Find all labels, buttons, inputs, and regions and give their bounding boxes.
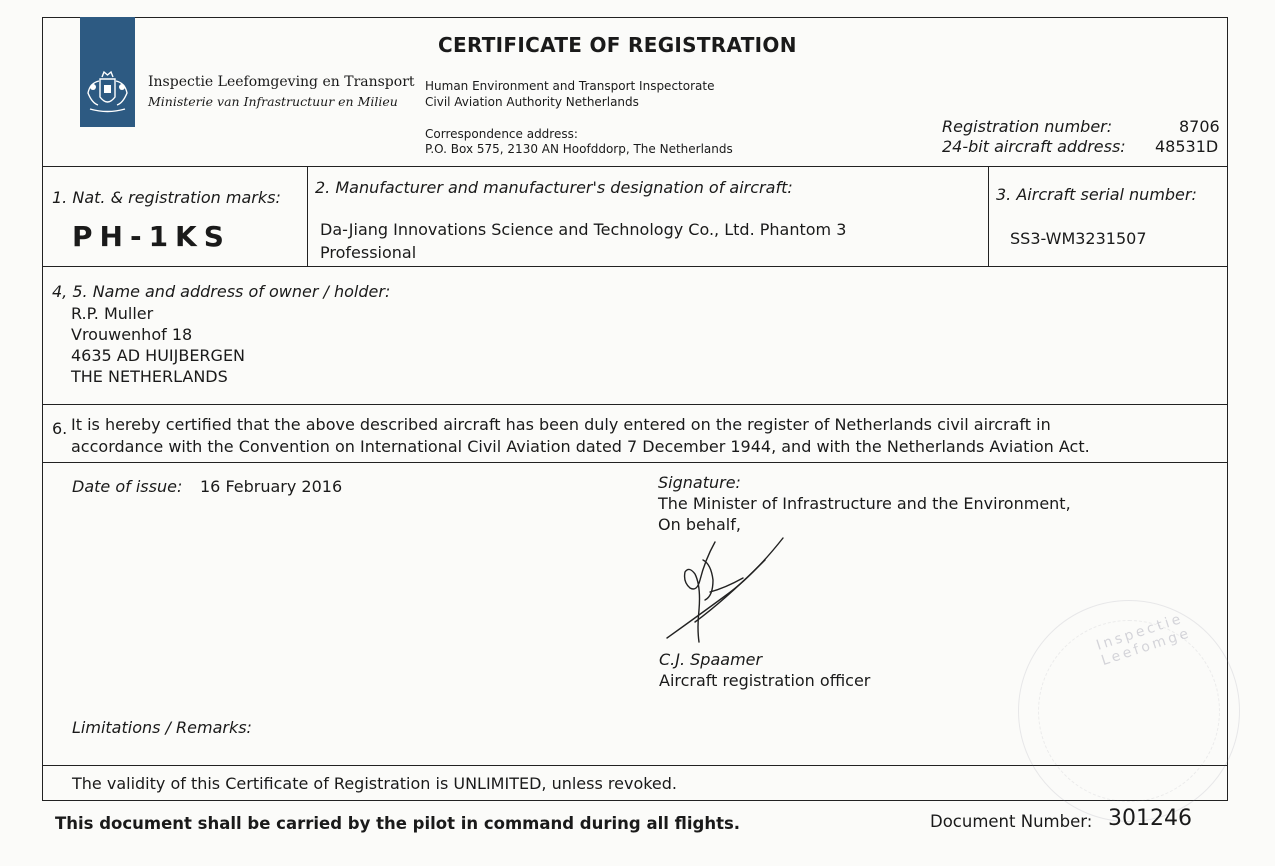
owner-line: THE NETHERLANDS xyxy=(71,367,228,386)
correspondence-label: Correspondence address: xyxy=(425,127,578,141)
divider-col1 xyxy=(307,166,308,266)
manufacturer-line1: Da-Jiang Innovations Science and Technology Co., Ltd. Phantom 3 xyxy=(320,220,847,239)
aircraft-address: 48531D xyxy=(1155,137,1219,156)
authority-line1: Human Environment and Transport Inspectorate xyxy=(425,79,715,93)
page-title: CERTIFICATE OF REGISTRATION xyxy=(438,33,797,57)
handwritten-signature xyxy=(655,530,795,650)
owner-line: R.P. Muller xyxy=(71,304,154,323)
signer-name: C.J. Spaamer xyxy=(659,650,763,669)
date-of-issue-label: Date of issue: xyxy=(72,477,183,496)
signature-authority: The Minister of Infrastructure and the Environment, xyxy=(658,494,1071,513)
document-number: 301246 xyxy=(1108,806,1192,831)
owner-label: 4, 5. Name and address of owner / holder: xyxy=(52,282,391,301)
manufacturer-line2: Professional xyxy=(320,243,417,262)
authority-line2: Civil Aviation Authority Netherlands xyxy=(425,95,639,109)
certification-line1: It is hereby certified that the above described aircraft has been duly entered on the register of Netherlands civil aircraft in xyxy=(71,415,1051,434)
certification-number: 6. xyxy=(52,419,68,438)
owner-line: 4635 AD HUIJBERGEN xyxy=(71,346,246,365)
nat-marks-label: 1. Nat. & registration marks: xyxy=(52,188,281,207)
date-of-issue: 16 February 2016 xyxy=(200,477,343,496)
signer-title: Aircraft registration officer xyxy=(659,671,871,690)
remarks-label: Limitations / Remarks: xyxy=(72,718,252,737)
manufacturer-label: 2. Manufacturer and manufacturer's designation of aircraft: xyxy=(315,178,793,197)
validity-statement: The validity of this Certificate of Registration is UNLIMITED, unless revoked. xyxy=(72,774,678,793)
divider-owner xyxy=(42,404,1228,405)
signature-on-behalf: On behalf, xyxy=(658,515,741,534)
registration-marks: PH-1KS xyxy=(72,220,231,253)
correspondence-address: P.O. Box 575, 2130 AN Hoofddorp, The Netherlands xyxy=(425,142,733,156)
org-name: Inspectie Leefomgeving en Transport xyxy=(148,74,415,90)
serial-number: SS3-WM3231507 xyxy=(1010,229,1147,248)
aircraft-address-label: 24-bit aircraft address: xyxy=(942,137,1126,156)
signature-label: Signature: xyxy=(658,473,741,492)
serial-label: 3. Aircraft serial number: xyxy=(996,185,1197,204)
registration-number: 8706 xyxy=(1179,117,1220,136)
divider-certification xyxy=(42,462,1228,463)
stamp-text: Inspectie Leefomge xyxy=(1094,610,1194,670)
divider-col2 xyxy=(988,166,989,266)
divider-header xyxy=(42,166,1228,167)
ministry-name: Ministerie van Infrastructuur en Milieu xyxy=(148,94,398,109)
coat-of-arms-emblem xyxy=(80,17,135,127)
document-number-label: Document Number: xyxy=(930,812,1093,831)
certification-line2: accordance with the Convention on International Civil Aviation dated 7 December 1944, and with the Netherlands Aviation Act. xyxy=(71,437,1090,456)
registration-number-label: Registration number: xyxy=(942,117,1113,136)
carry-notice: This document shall be carried by the pilot in command during all flights. xyxy=(55,814,741,833)
owner-line: Vrouwenhof 18 xyxy=(71,325,193,344)
divider-fields xyxy=(42,266,1228,267)
